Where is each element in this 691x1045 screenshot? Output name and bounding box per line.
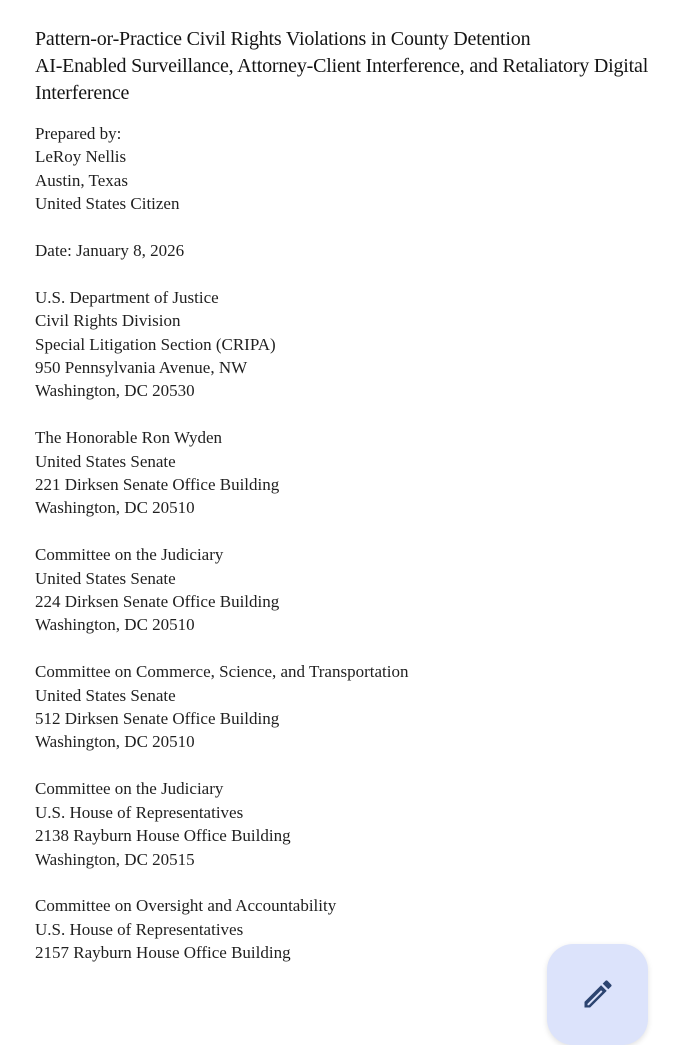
document-date: Date: January 8, 2026 (35, 241, 185, 261)
recipient-line: Committee on Oversight and Accountability (35, 896, 337, 916)
recipient-line: 512 Dirksen Senate Office Building (35, 709, 280, 729)
author-location: Austin, Texas (35, 170, 128, 190)
title-line: Pattern-or-Practice Civil Rights Violations in County Detention (35, 28, 531, 50)
recipient-line: The Honorable Ron Wyden (35, 428, 223, 448)
title-line: Interference (35, 82, 130, 104)
recipient-line: 221 Dirksen Senate Office Building (35, 475, 280, 495)
recipient-line: Committee on the Judiciary (35, 779, 224, 799)
recipient-line: Washington, DC 20510 (35, 615, 195, 635)
recipient-line: Committee on Commerce, Science, and Transportation (35, 662, 409, 682)
recipient-line: United States Senate (35, 451, 176, 471)
edit-button[interactable] (547, 944, 648, 1045)
prepared-by-block (35, 122, 691, 216)
recipient-line: Washington, DC 20510 (35, 498, 195, 518)
recipient-senate-commerce (35, 660, 691, 754)
recipient-line: 2138 Rayburn House Office Building (35, 826, 291, 846)
recipient-line: United States Senate (35, 568, 176, 588)
recipient-line: 2157 Rayburn House Office Building (35, 943, 291, 963)
document-body (35, 26, 691, 988)
document-title (35, 26, 691, 107)
recipient-line: U.S. House of Representatives (35, 919, 244, 939)
recipient-house-judiciary (35, 777, 691, 871)
recipient-senate-judiciary (35, 543, 691, 637)
date-block (35, 239, 691, 262)
recipient-line: Special Litigation Section (CRIPA) (35, 334, 276, 354)
recipient-doj (35, 286, 691, 403)
recipient-line: U.S. House of Representatives (35, 802, 244, 822)
recipient-line: Committee on the Judiciary (35, 545, 224, 565)
title-line: AI-Enabled Surveillance, Attorney-Client Interference, and Retaliatory Digital (35, 55, 649, 77)
recipient-line: U.S. Department of Justice (35, 287, 219, 307)
recipient-line: 224 Dirksen Senate Office Building (35, 592, 280, 612)
recipient-line: 950 Pennsylvania Avenue, NW (35, 358, 248, 378)
author-citizenship: United States Citizen (35, 194, 180, 214)
author-name: LeRoy Nellis (35, 147, 127, 167)
recipient-line: Civil Rights Division (35, 311, 181, 331)
recipient-line: Washington, DC 20530 (35, 381, 195, 401)
prepared-by-label: Prepared by: (35, 124, 122, 143)
recipient-line: Washington, DC 20515 (35, 849, 195, 869)
recipient-line: Washington, DC 20510 (35, 732, 195, 752)
recipient-wyden (35, 426, 691, 520)
pencil-icon (580, 976, 616, 1012)
recipient-line: United States Senate (35, 685, 176, 705)
